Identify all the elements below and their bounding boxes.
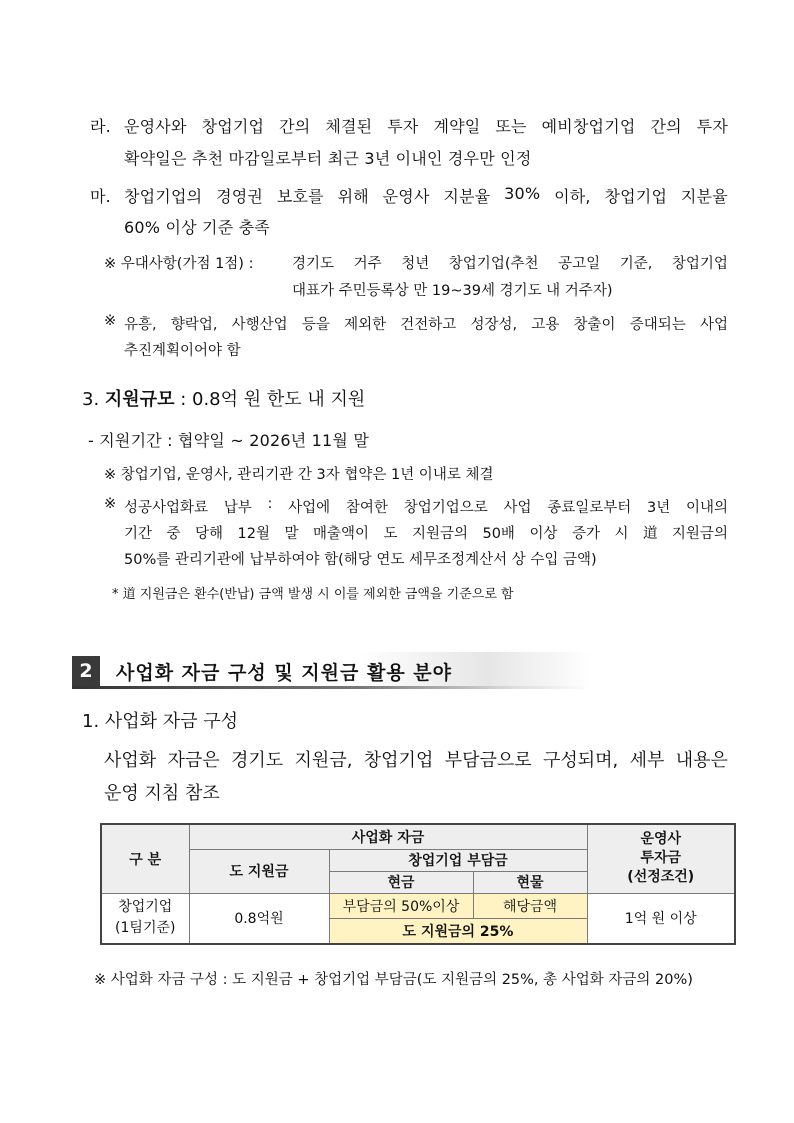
header-category: 구 분 — [101, 824, 189, 893]
word: 종료일로부터 — [547, 500, 632, 516]
word: 중 — [166, 526, 181, 542]
word: 이하, — [554, 187, 591, 206]
word: 자금은 — [167, 750, 220, 771]
word: 매출액이 — [312, 526, 369, 542]
word: 말 — [284, 526, 299, 542]
preference-label: ※ 우대사항(가점 1점) : — [104, 256, 254, 272]
word: 3년 — [647, 500, 671, 516]
item-ma-line1 — [124, 184, 728, 207]
table-header-row — [101, 824, 735, 849]
word: 창업기업 — [671, 256, 728, 272]
success-fee-line2 — [124, 522, 728, 543]
word: 도 — [383, 526, 398, 542]
word: 기간 — [124, 526, 153, 542]
word: 사업 — [699, 317, 728, 333]
word: 경영권 — [216, 187, 264, 206]
word: 고용 — [531, 317, 560, 333]
word: 창출이 — [573, 317, 616, 333]
funding-paragraph-line2: 운영 지침 참조 — [104, 783, 220, 804]
item-ra-line2: 확약일은 추천 마감일로부터 최근 3년 이내인 경우만 인정 — [124, 149, 532, 168]
word: 창업기업으로 — [403, 500, 488, 516]
cell-cash-value: 부담금의 50%이상 — [329, 893, 473, 918]
agreement-note: ※ 창업기업, 운영사, 관리기관 간 3자 협약은 1년 이내로 체결 — [104, 467, 494, 483]
header-operator-investment — [587, 824, 735, 893]
success-fee-line1 — [124, 496, 728, 517]
item-ra-line1 — [124, 114, 728, 137]
row-label-line1: 창업기업 — [118, 899, 173, 916]
word: 창업기업 — [363, 750, 434, 771]
item-ma-marker: 마. — [90, 187, 111, 206]
word: 부담금으로 — [444, 750, 532, 771]
word: 계약일 — [433, 117, 481, 136]
header-province-grant: 도 지원금 — [189, 849, 329, 893]
section-heading — [72, 652, 592, 690]
cell-operator-value: 1억 원 이상 — [587, 893, 735, 944]
word: 구성되며, — [542, 750, 619, 771]
word: 등을 — [301, 317, 330, 333]
word: 위해 — [337, 187, 369, 206]
success-fee-mark: ※ — [104, 496, 117, 512]
word: 사업 — [503, 500, 532, 516]
word: 경기도 — [231, 750, 284, 771]
scale-heading-value: : 0.8억 원 한도 내 지원 — [180, 389, 366, 410]
word: 참여한 — [345, 500, 388, 516]
word: 건전하고 — [400, 317, 457, 333]
scale-heading-label: 지원규모 — [104, 389, 175, 410]
word: 간의 — [650, 117, 682, 136]
section-title: 사업화 자금 구성 및 지원금 활용 분야 — [116, 662, 452, 684]
word: 지분율 — [443, 187, 491, 206]
word: 12월 — [237, 526, 270, 542]
word: 공고일 — [558, 256, 601, 272]
word: 창업기업 — [201, 117, 265, 136]
preference-line1 — [292, 252, 728, 273]
item-ma-line2: 60% 이상 기준 충족 — [124, 218, 270, 237]
support-period: - 지원기간 : 협약일 ~ 2026년 11월 말 — [88, 431, 370, 450]
word: 30% — [504, 184, 541, 203]
exclusion-mark: ※ — [104, 313, 117, 329]
row-label — [101, 893, 189, 944]
word: 거주 — [353, 256, 382, 272]
word: 이상 — [529, 526, 558, 542]
word: 사업화 — [104, 750, 157, 771]
success-fee-line3: 50%를 관리기관에 납부하여야 함(해당 연도 세무조정계산서 상 수입 금액) — [124, 552, 597, 568]
funding-table — [100, 823, 736, 945]
header-operator-line3: (선정조건) — [627, 869, 695, 886]
cell-province-value: 0.8억원 — [189, 893, 329, 944]
word: 경기도 — [292, 256, 335, 272]
word: 제외한 — [344, 317, 387, 333]
word: 지원금의 — [411, 526, 468, 542]
word: 창업기업 — [604, 187, 668, 206]
word: 창업기업의 — [124, 187, 203, 206]
header-operator-line1: 운영사 — [640, 831, 682, 848]
word: : — [267, 496, 273, 512]
word: 사업에 — [288, 500, 331, 516]
word: 道 — [642, 526, 658, 542]
word: 투자 — [387, 117, 419, 136]
word: 체결된 — [325, 117, 373, 136]
header-company-burden: 창업기업 부담금 — [329, 849, 587, 871]
header-operator-line2: 투자금 — [640, 850, 682, 867]
word: 증대되는 — [629, 317, 686, 333]
word: 50배 — [482, 526, 515, 542]
cell-in-kind-value: 해당금액 — [473, 893, 587, 918]
row-label-line2: (1팀기준) — [115, 920, 176, 937]
word: 예비창업기업 — [541, 117, 636, 136]
exclusion-line2: 추진계획이어야 함 — [124, 343, 241, 359]
word: 보호를 — [276, 187, 324, 206]
word: 납부 — [223, 500, 252, 516]
word: 청년 — [401, 256, 430, 272]
word: 기준, — [619, 256, 653, 272]
word: 지원금의 — [671, 526, 728, 542]
word: 이내의 — [685, 500, 728, 516]
word: 증가 — [571, 526, 600, 542]
word: 지원금, — [294, 750, 353, 771]
word: 사행산업 — [231, 317, 288, 333]
word: 운영사와 — [124, 117, 187, 136]
word: 운영사 — [382, 187, 430, 206]
scale-heading-number: 3. — [82, 389, 100, 410]
cell-burden-total: 도 지원금의 25% — [329, 918, 587, 944]
table-row — [101, 893, 735, 918]
word: 간의 — [279, 117, 311, 136]
funding-composition-note: ※ 사업화 자금 구성 : 도 지원금 + 창업기업 부담금(도 지원금의 25%, 총 사업화 자금의 20%) — [94, 972, 693, 988]
word: 투자 — [696, 117, 728, 136]
subsection-heading: 1. 사업화 자금 구성 — [82, 711, 239, 732]
word: 내용은 — [675, 750, 728, 771]
exclusion-line1 — [124, 313, 728, 334]
word: 세부 — [629, 750, 665, 771]
word: 당해 — [195, 526, 224, 542]
section-number-badge: 2 — [72, 656, 100, 686]
funding-paragraph-line1 — [104, 746, 728, 772]
header-cash: 현금 — [329, 871, 473, 893]
word: 성공사업화료 — [124, 500, 209, 516]
preference-line2: 대표가 주민등록상 만 19~39세 경기도 내 거주자) — [292, 283, 613, 299]
word: 시 — [614, 526, 629, 542]
word: 지분율 — [680, 187, 728, 206]
word: 창업기업(추천 — [448, 256, 539, 272]
item-ra-marker: 라. — [90, 117, 111, 136]
refund-footnote: * 道 지원금은 환수(반납) 금액 발생 시 이를 제외한 금액을 기준으로 함 — [112, 587, 514, 602]
header-business-funds: 사업화 자금 — [189, 824, 587, 849]
word: 유흥, — [124, 317, 157, 333]
word: 또는 — [495, 117, 527, 136]
word: 향락업, — [170, 317, 218, 333]
word: 성장성, — [470, 317, 518, 333]
scale-heading — [82, 385, 365, 411]
header-in-kind: 현물 — [473, 871, 587, 893]
section-heading-underline — [72, 686, 592, 689]
